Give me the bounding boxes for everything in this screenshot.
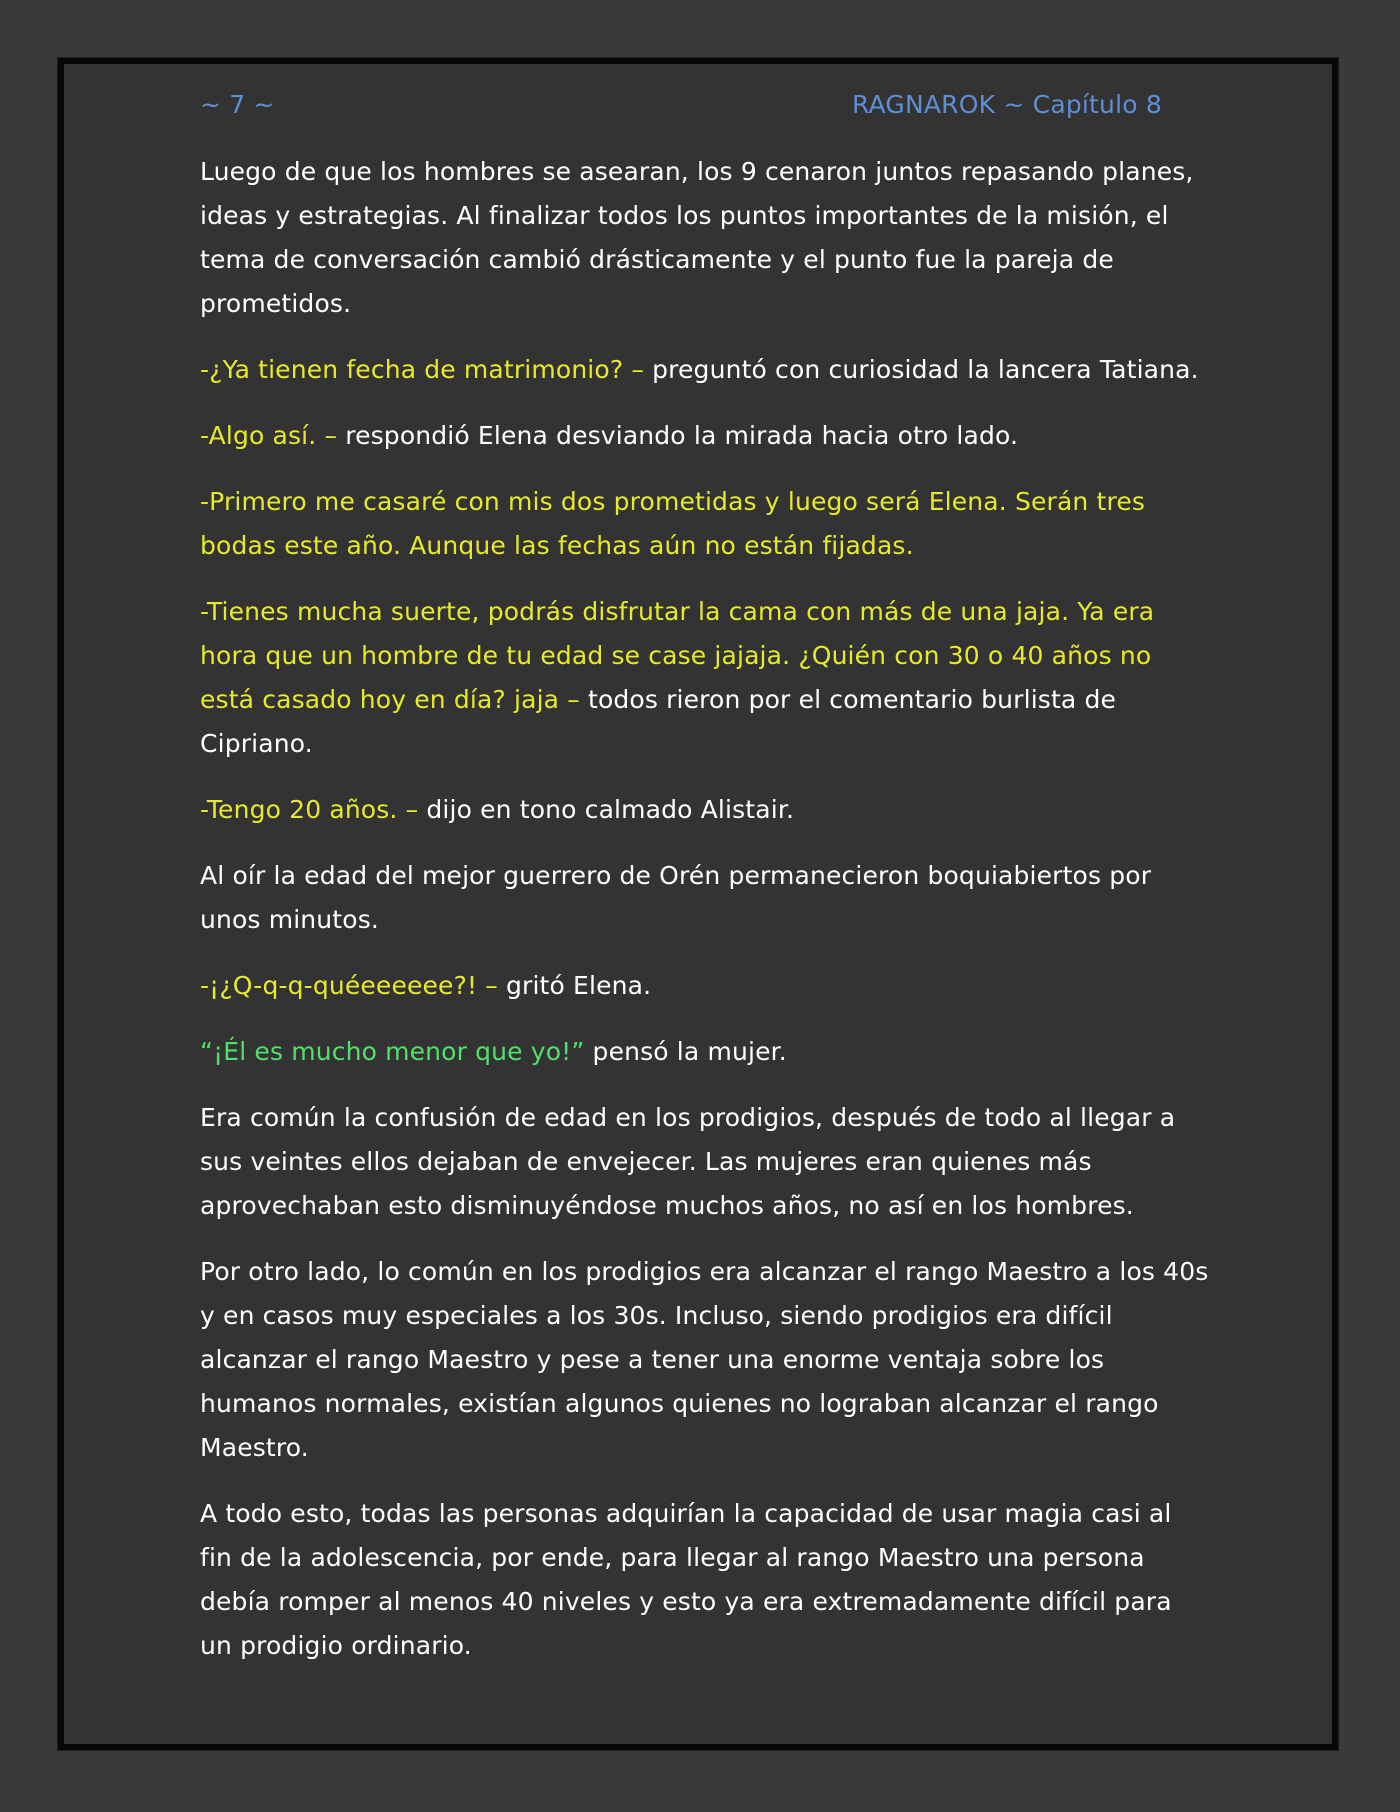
- paragraph-11: Por otro lado, lo común en los prodigios era alcanzar el rango Maestro a los 40s y en casos muy especiales a los 30s. Incluso, siendo prodigios era difícil alcanzar el rango Maestro y pese a tener una enorme ventaja sobre los humanos normales, existían algunos quienes no lograban alcanzar el rango Maestro.: [200, 1257, 1209, 1462]
- paragraph-5: [200, 590, 1210, 766]
- chapter-text: [200, 150, 1210, 1690]
- paragraph-1: Luego de que los hombres se asearan, los 9 cenaron juntos repasando planes, ideas y estrategias. Al finalizar todos los puntos importantes de la misión, el tema de conversación cambió drásticamente y el punto fue la pareja de prometidos.: [200, 157, 1194, 318]
- paragraph-6: [200, 788, 1210, 832]
- book-page: [58, 58, 1338, 1750]
- dialogue-elena: -Algo así. –: [200, 421, 338, 450]
- page-header: [200, 90, 1162, 130]
- dialogue-elena-shout: -¡¿Q-q-q-quéeeeeee?! –: [200, 971, 498, 1000]
- paragraph-10: Era común la confusión de edad en los prodigios, después de todo al llegar a sus veintes ellos dejaban de envejecer. Las mujeres eran quienes más aprovechaban esto disminuyéndose muchos años, no así en los hombres.: [200, 1103, 1176, 1220]
- paragraph-4: [200, 480, 1210, 568]
- paragraph-12: A todo esto, todas las personas adquirían la capacidad de usar magia casi al fin de la adolescencia, por ende, para llegar al rango Maestro una persona debía romper al menos 40 niveles y esto ya era extremadamente difícil para un prodigio ordinario.: [200, 1499, 1172, 1660]
- paragraph-2: [200, 348, 1210, 392]
- narration: preguntó con curiosidad la lancera Tatiana.: [644, 355, 1199, 384]
- narration: todos rieron por el comentario burlista de Cipriano.: [200, 685, 1117, 758]
- narration: gritó Elena.: [497, 971, 652, 1000]
- narration: pensó la mujer.: [584, 1037, 787, 1066]
- narration: respondió Elena desviando la mirada hacia otro lado.: [337, 421, 1019, 450]
- page-number: ~ 7 ~: [200, 90, 275, 119]
- paragraph-9: [200, 1030, 1210, 1074]
- paragraph-8: [200, 964, 1210, 1008]
- narration: dijo en tono calmado Alistair.: [418, 795, 795, 824]
- chapter-title: RAGNAROK ~ Capítulo 8: [851, 90, 1162, 119]
- dialogue-tatiana: -¿Ya tienen fecha de matrimonio? –: [200, 355, 645, 384]
- paragraph-7: Al oír la edad del mejor guerrero de Orén permanecieron boquiabiertos por unos minutos.: [200, 861, 1152, 934]
- dialogue-cipriano: -Tienes mucha suerte, podrás disfrutar la cama con más de una jaja. Ya era hora que un hombre de tu edad se case jajaja. ¿Quién con 30 o 40 años no está casado hoy en día? jaja –: [200, 597, 1155, 714]
- paragraph-3: [200, 414, 1210, 458]
- thought-elena: “¡Él es mucho menor que yo!”: [200, 1037, 585, 1066]
- dialogue-alistair: -Primero me casaré con mis dos prometidas y luego será Elena. Serán tres bodas este año. Aunque las fechas aún no están fijadas.: [200, 487, 1146, 560]
- dialogue-alistair-age: -Tengo 20 años. –: [200, 795, 419, 824]
